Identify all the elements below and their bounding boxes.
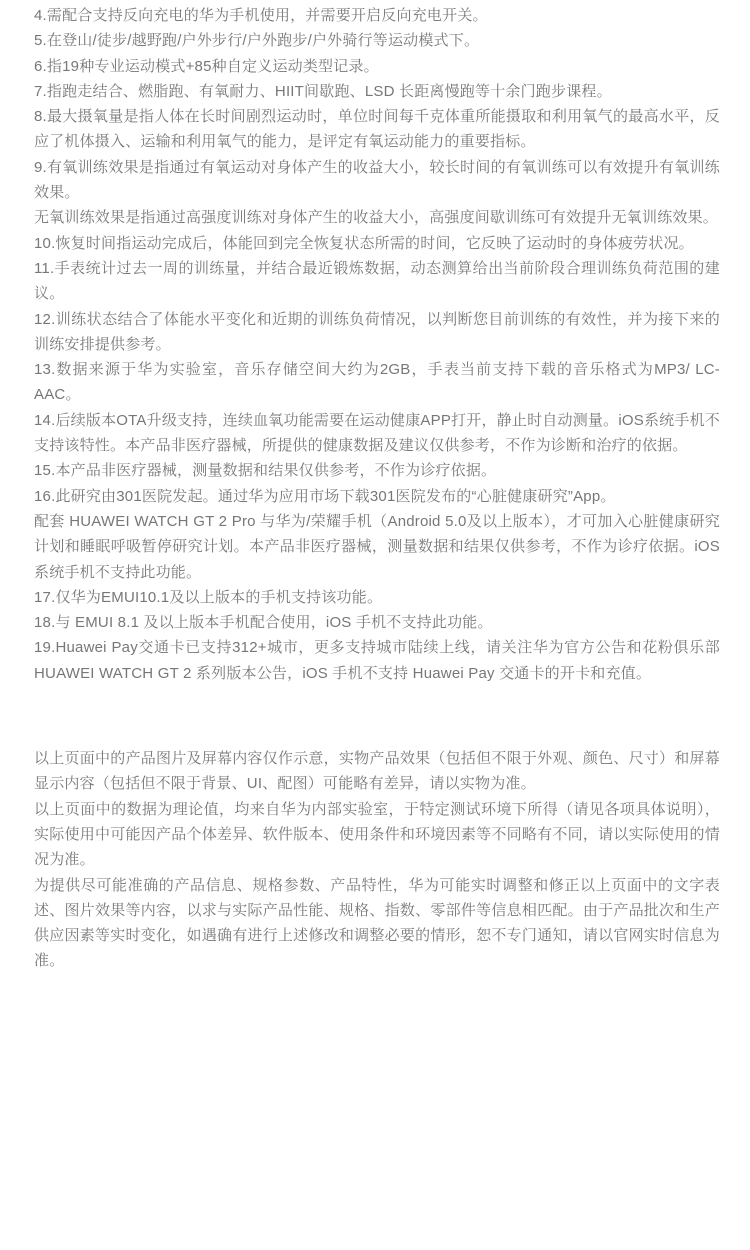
footnote-line: 15.本产品非医疗器械，测量数据和结果仅供参考，不作为诊疗依据。: [34, 462, 497, 480]
footnote-line: 13.数据来源于华为实验室，音乐存储空间大约为2GB，手表当前支持下载的音乐格式为MP3/ LC-AAC。: [34, 361, 720, 404]
footnote-line: 6.指19种专业运动模式+85种自定义运动类型记录。: [34, 57, 379, 75]
footnote-line: 8.最大摄氧量是指人体在长时间剧烈运动时，单位时间每千克体重所能摄取和利用氧气的最高水平，反应了机体摄入、运输和利用氧气的能力，是评定有氧运动能力的重要指标。: [34, 108, 720, 151]
disclaimer-paragraph: 以上页面中的产品图片及屏幕内容仅作示意，实物产品效果（包括但不限于外观、颜色、尺寸）和屏幕显示内容（包括但不限于背景、UI、配图）可能略有差异，请以实物为准。: [34, 750, 720, 793]
disclaimer-paragraph: 为提供尽可能准确的产品信息、规格参数、产品特性，华为可能实时调整和修正以上页面中的文字表述、图片效果等内容，以求与实际产品性能、规格、指数、零部件等信息相匹配。由于产品批次和生产供应因素等实时变化，如遇确有进行上述修改和调整必要的情形，恕不专门通知，请以官网实时信息为准。: [34, 876, 720, 970]
disclaimer-paragraph: 以上页面中的数据为理论值，均来自华为内部实验室，于特定测试环境下所得（请见各项具体说明），实际使用中可能因产品个体差异、软件版本、使用条件和环境因素等不同略有不同，请以实际使用的情况为准。: [34, 800, 720, 869]
footnote-line: 5.在登山/徒步/越野跑/户外步行/户外跑步/户外骑行等运动模式下。: [34, 32, 480, 50]
footnote-line: 无氧训练效果是指通过高强度训练对身体产生的收益大小，高强度间歇训练可有效提升无氧训练效果。: [34, 209, 719, 227]
footnote-line: 11.手表统计过去一周的训练量，并结合最近锻炼数据，动态测算给出当前阶段合理训练负荷范围的建议。: [34, 259, 720, 303]
footnote-line: 19.Huawei Pay交通卡已支持312+城市，更多支持城市陆续上线，请关注华为官方公告和花粉俱乐部 HUAWEI WATCH GT 2 系列版本公告，iOS 手机不支持 Huawei Pay 交通卡的开卡和充值。: [34, 639, 720, 682]
footnotes-section: [34, 3, 720, 686]
footnote-line: 16.此研究由301医院发起。通过华为应用市场下载301医院发布的“心脏健康研究”App。: [34, 487, 616, 505]
footnote-line: 4.需配合支持反向充电的华为手机使用，并需要开启反向充电开关。: [34, 7, 488, 24]
disclaimer-section: [34, 746, 720, 974]
footnote-line: 10.恢复时间指运动完成后，体能回到完全恢复状态所需的时间，它反映了运动时的身体疲劳状况。: [34, 234, 694, 252]
footnote-line: 14.后续版本OTA升级支持，连续血氧功能需要在运动健康APP打开，静止时自动测量。iOS系统手机不支持该特性。本产品非医疗器械，所提供的健康数据及建议仅供参考，不作为诊断和治疗的依据。: [34, 411, 720, 455]
footnote-line: 12.训练状态结合了体能水平变化和近期的训练负荷情况，以判断您目前训练的有效性，并为接下来的训练安排提供参考。: [34, 310, 720, 353]
footnote-line: 17.仅华为EMUI10.1及以上版本的手机支持该功能。: [34, 588, 383, 606]
footnote-line: 18.与 EMUI 8.1 及以上版本手机配合使用，iOS 手机不支持此功能。: [34, 614, 493, 632]
footnote-line: 9.有氧训练效果是指通过有氧运动对身体产生的收益大小，较长时间的有氧训练可以有效提升有氧训练效果。: [34, 158, 720, 202]
footnote-line: 7.指跑走结合、燃脂跑、有氧耐力、HIIT间歇跑、LSD 长距离慢跑等十余门跑步课程。: [34, 82, 612, 100]
footnote-line: 配套 HUAWEI WATCH GT 2 Pro 与华为/荣耀手机（Android 5.0及以上版本），才可加入心脏健康研究计划和睡眠呼吸暂停研究计划。本产品非医疗器械，测量数据和结果仅供参考，不作为诊疗依据。iOS系统手机不支持此功能。: [34, 512, 720, 581]
